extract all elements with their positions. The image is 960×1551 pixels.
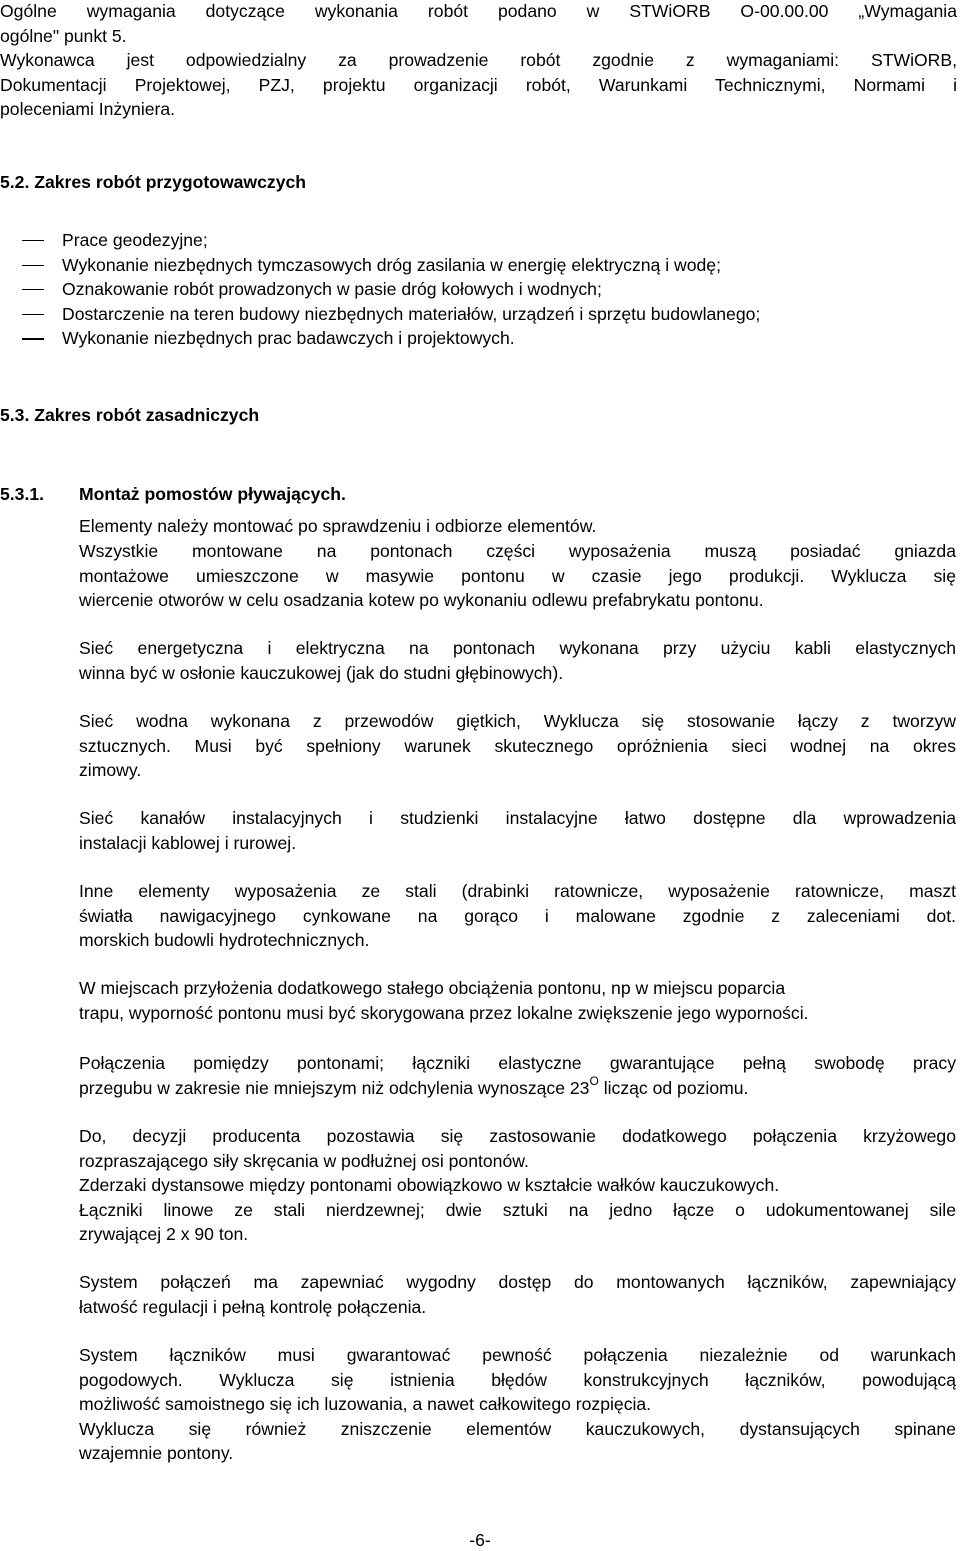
preparatory-works-list: [22, 228, 922, 351]
text-line: Wykonawca jest odpowiedzialny za prowadzenie robót zgodnie z wymaganiami: STWiORB,: [0, 50, 957, 71]
text-line: System połączeń ma zapewniać wygodny dostęp do montowanych łączników, zapewniający: [79, 1272, 956, 1292]
text-line: Połączenia pomiędzy pontonami; łączniki elastyczne gwarantujące pełną swobodę pracy: [79, 1053, 956, 1073]
section-heading-5-2: 5.2. Zakres robót przygotowawczych: [0, 172, 307, 192]
paragraph-7: [79, 976, 956, 1025]
degree-superscript: O: [589, 1073, 599, 1088]
list-item: Prace geodezyjne;: [22, 228, 922, 253]
text-line: System łączników musi gwarantować pewność połączenia niezależnie od warunkach: [79, 1345, 956, 1365]
text-line: Zderzaki dystansowe między pontonami obowiązkowo w kształcie wałków kauczukowych.: [79, 1175, 780, 1196]
paragraph-11: [79, 1343, 956, 1466]
list-item: Dostarczenie na teren budowy niezbędnych materiałów, urządzeń i sprzętu budowlanego;: [22, 302, 922, 327]
text-line: Wyklucza się również zniszczenie elementów kauczukowych, dystansujących spinane: [79, 1418, 956, 1439]
text-line: rozpraszającego siły skręcania w podłużnej osi pontonów.: [79, 1150, 529, 1171]
text-line: Dokumentacji Projektowej, PZJ, projektu organizacji robót, Warunkami Technicznymi, Normami i: [0, 74, 957, 95]
text-line: Sieć energetyczna i elektryczna na pontonach wykonana przy użyciu kabli elastycznych: [79, 638, 956, 658]
text-line: możliwość samoistnego się ich luzowania, a nawet całkowitego rozpięcia.: [79, 1394, 652, 1415]
text-line: Wszystkie montowane na pontonach części wyposażenia muszą posiadać gniazda: [79, 541, 956, 561]
paragraph-6: [79, 879, 956, 953]
text-line: Łączniki linowe ze stali nierdzewnej; dwie sztuki na jedno łącze o udokumentowanej sile: [79, 1199, 956, 1220]
text-line: wiercenie otworów w celu osadzania kotew po wykonaniu odlewu prefabrykatu pontonu.: [79, 590, 764, 611]
text-line: [79, 1073, 956, 1101]
text-line: winna być w osłonie kauczukowej (jak do studni głębinowych).: [79, 662, 564, 683]
paragraph-9: [79, 1124, 956, 1247]
paragraph-3: [79, 636, 956, 685]
page-number: -6-: [469, 1530, 491, 1550]
text-fragment: licząc od poziomu.: [598, 1077, 749, 1098]
text-line: Inne elementy wyposażenia ze stali (drabinki ratownicze, wyposażenie ratownicze, maszt: [79, 881, 956, 901]
text-line: zimowy.: [79, 760, 142, 781]
text-line: łatwość regulacji i pełną kontrolę połączenia.: [79, 1296, 427, 1317]
text-line: instalacji kablowej i rurowej.: [79, 832, 297, 853]
text-line: montażowe umieszczone w masywie pontonu w czasie jego produkcji. Wyklucza się: [79, 565, 956, 586]
text-line: pogodowych. Wyklucza się istnienia błędów konstrukcyjnych łączników, powodującą: [79, 1369, 956, 1390]
paragraph-4: [79, 709, 956, 783]
text-line: Elementy należy montować po sprawdzeniu i odbiorze elementów.: [79, 516, 597, 536]
text-line: wzajemnie pontony.: [79, 1443, 234, 1464]
subsection-number-5-3-1: 5.3.1.: [0, 484, 45, 504]
paragraph-2: [79, 539, 956, 613]
paragraph-10: [79, 1270, 956, 1319]
paragraph-1: [79, 514, 956, 539]
text-line: Sieć wodna wykonana z przewodów giętkich, Wyklucza się stosowanie łączy z tworzyw: [79, 711, 956, 731]
text-fragment: przegubu w zakresie nie mniejszym niż odchylenia wynoszące 23: [79, 1077, 590, 1098]
text-line: morskich budowli hydrotechnicznych.: [79, 930, 370, 951]
subsection-title-5-3-1: Montaż pomostów pływających.: [79, 484, 346, 504]
text-line: ogólne" punkt 5.: [0, 25, 127, 46]
text-line: zrywającej 2 x 90 ton.: [79, 1224, 249, 1245]
intro-paragraph: [0, 0, 957, 122]
text-line: W miejscach przyłożenia dodatkowego stałego obciążenia pontonu, np w miejscu poparcia: [79, 978, 786, 998]
section-heading-5-3: 5.3. Zakres robót zasadniczych: [0, 405, 260, 425]
text-line: Sieć kanałów instalacyjnych i studzienki instalacyjne łatwo dostępne dla wprowadzenia: [79, 808, 956, 828]
list-item: Wykonanie niezbędnych prac badawczych i projektowych.: [22, 326, 922, 351]
paragraph-8: [79, 1051, 956, 1100]
paragraph-5: [79, 806, 956, 855]
text-line: sztucznych. Musi być spełniony warunek skutecznego opróżnienia sieci wodnej na okres: [79, 735, 956, 756]
list-item: Wykonanie niezbędnych tymczasowych dróg zasilania w energię elektryczną i wodę;: [22, 253, 922, 278]
text-line: poleceniami Inżyniera.: [0, 99, 176, 120]
list-item: Oznakowanie robót prowadzonych w pasie dróg kołowych i wodnych;: [22, 277, 922, 302]
text-line: Ogólne wymagania dotyczące wykonania robót podano w STWiORB O-00.00.00 „Wymagania: [0, 1, 957, 21]
text-line: Do, decyzji producenta pozostawia się zastosowanie dodatkowego połączenia krzyżowego: [79, 1126, 956, 1146]
text-line: trapu, wyporność pontonu musi być skorygowana przez lokalne zwiększenie jego wyporności.: [79, 1002, 809, 1023]
text-line: światła nawigacyjnego cynkowane na gorąco i malowane zgodnie z zaleceniami dot.: [79, 905, 956, 926]
